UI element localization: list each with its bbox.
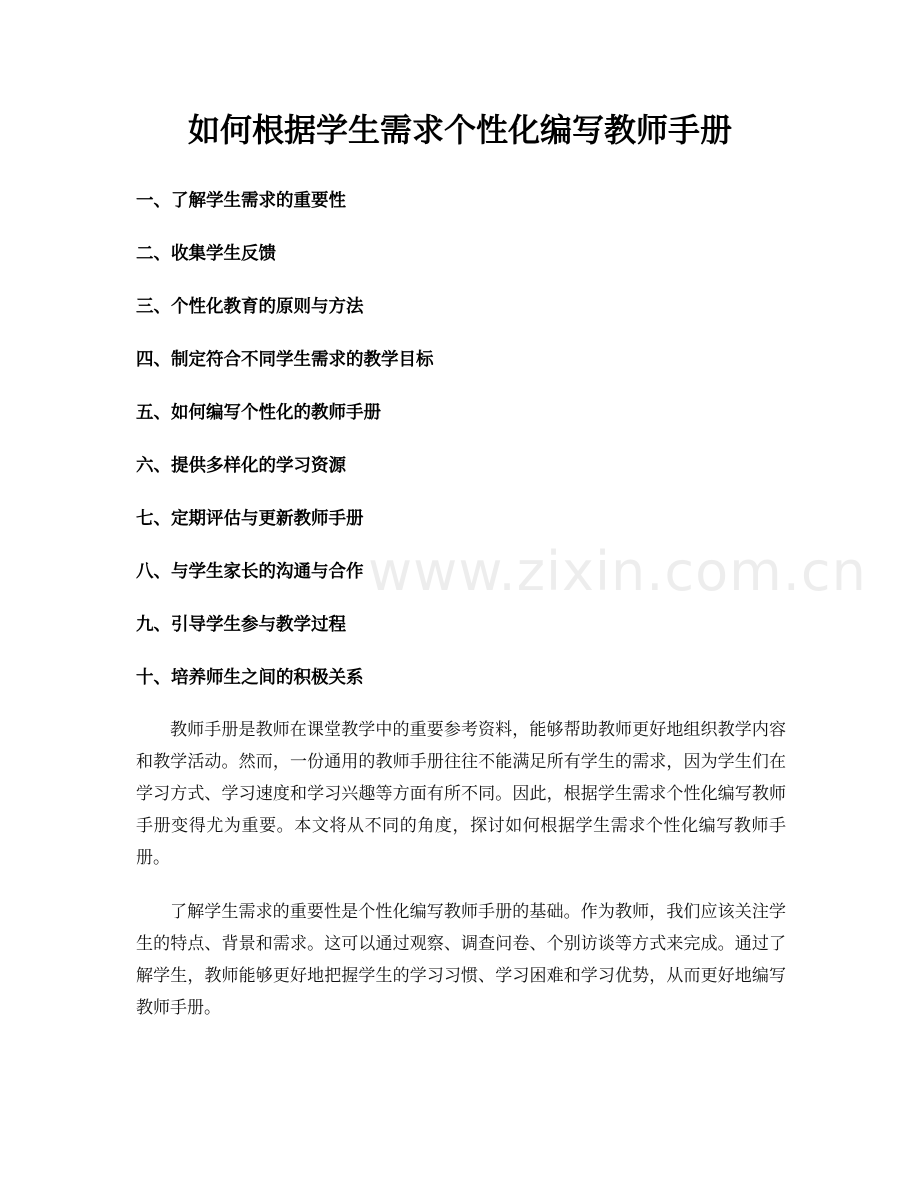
toc-item-3: 三、个性化教育的原则与方法 xyxy=(136,297,364,317)
document-body xyxy=(136,714,786,1046)
paragraph-understanding-needs: 了解学生需求的重要性是个性化编写教师手册的基础。作为教师，我们应该关注学生的特点、背景和需求。这可以通过观察、调查问卷、个别访谈等方式来完成。通过了解学生，教师能够更好地把握学生的学习习惯、学习困难和学习优势，从而更好地编写教师手册。 xyxy=(136,902,786,1018)
toc-item-2: 二、收集学生反馈 xyxy=(136,244,276,264)
toc-item-8: 八、与学生家长的沟通与合作 xyxy=(136,562,364,582)
toc-item-9: 九、引导学生参与教学过程 xyxy=(136,615,346,635)
table-of-contents xyxy=(136,186,796,716)
watermark: www.zixin.com.cn xyxy=(368,540,867,603)
toc-item-7: 七、定期评估与更新教师手册 xyxy=(136,509,364,529)
toc-item-10: 十、培养师生之间的积极关系 xyxy=(136,668,364,688)
toc-item-1: 一、了解学生需求的重要性 xyxy=(136,191,346,211)
paragraph-intro: 教师手册是教师在课堂教学中的重要参考资料，能够帮助教师更好地组织教学内容和教学活动。然而，一份通用的教师手册往往不能满足所有学生的需求，因为学生们在学习方式、学习速度和学习兴趣等方面有所不同。因此，根据学生需求个性化编写教师手册变得尤为重要。本文将从不同的角度，探讨如何根据学生需求个性化编写教师手册。 xyxy=(136,720,786,868)
document-title: 如何根据学生需求个性化编写教师手册 xyxy=(187,111,732,149)
toc-item-5: 五、如何编写个性化的教师手册 xyxy=(136,403,381,423)
toc-item-4: 四、制定符合不同学生需求的教学目标 xyxy=(136,350,434,370)
toc-item-6: 六、提供多样化的学习资源 xyxy=(136,456,346,476)
